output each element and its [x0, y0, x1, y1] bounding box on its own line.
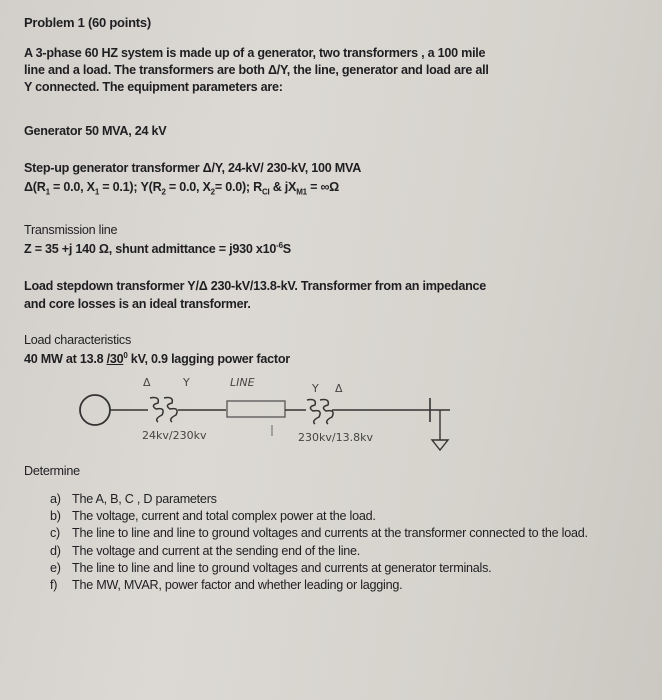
t2-delta-label: Δ [335, 382, 343, 395]
load-spec: 40 MW at 13.8 $/30^0$ kV, 0.9 lagging power factor [24, 351, 290, 367]
stepdown-line-2: and core losses is an ideal transformer. [24, 297, 251, 311]
list-item: b) The voltage, current and total complex power at the load. [50, 509, 376, 524]
list-item: c) The line to line and line to ground voltages and currents at the transformer connected to the load. [50, 526, 588, 541]
list-item: f) The MW, MVAR, power factor and whether leading or lagging. [50, 578, 403, 593]
determine-heading: Determine [24, 464, 80, 478]
generator-spec: Generator 50 MVA, 24 kV [24, 124, 167, 138]
intro-line-3: Y connected. The equipment parameters are: [24, 80, 283, 94]
t2-ratio: 230kv/13.8kv [298, 431, 373, 444]
generator-symbol [80, 395, 110, 425]
intro-line-1: A 3-phase 60 HZ system is made up of a generator, two transformers , a 100 mile [24, 46, 486, 60]
stepup-transformer-symbol [150, 398, 177, 422]
line-label: LINE [230, 376, 255, 389]
t1-wye-label: Y [183, 376, 190, 389]
problem-title: Problem 1 (60 points) [24, 15, 151, 30]
stepup-heading: Step-up generator transformer Δ/Y, 24-kV/ 230-kV, 100 MVA [24, 161, 362, 175]
list-item: d) The voltage and current at the sending end of the line. [50, 543, 361, 558]
line-impedance: Z = 35 +j 140 Ω, shunt admittance = j930 $x10^{-6}S$ [24, 241, 291, 257]
line-impedance-symbol [227, 401, 285, 417]
intro-line-2: line and a load. The transformers are both Δ/Y, the line, generator and load are all [24, 63, 489, 77]
list-item: a) The A, B, C , D parameters [50, 492, 217, 506]
t2-wye-label: Y [312, 382, 319, 395]
load-heading: Load characteristics [24, 333, 131, 347]
stepdown-line-1: Load stepdown transformer Y/Δ 230-kV/13.8-kV. Transformer from an impedance [24, 279, 487, 293]
tasks-list [46, 491, 646, 594]
stepdown-transformer-symbol [307, 400, 333, 424]
stepup-params: $\Delta(R_1 = 0.0$, $X_1 = 0.1$); $Y(R_2 = 0.0$, $X_2= 0.0$); $R_{CI}$ & $jX_{M1} = \infty\Omega$ [24, 180, 340, 197]
t1-ratio: 24kv/230kv [142, 429, 207, 442]
t1-delta-label: Δ [143, 376, 151, 389]
list-item: e) The line to line and line to ground voltages and currents at generator terminals. [50, 560, 492, 575]
load-arrow-icon [432, 440, 448, 450]
line-heading: Transmission line [24, 223, 118, 237]
